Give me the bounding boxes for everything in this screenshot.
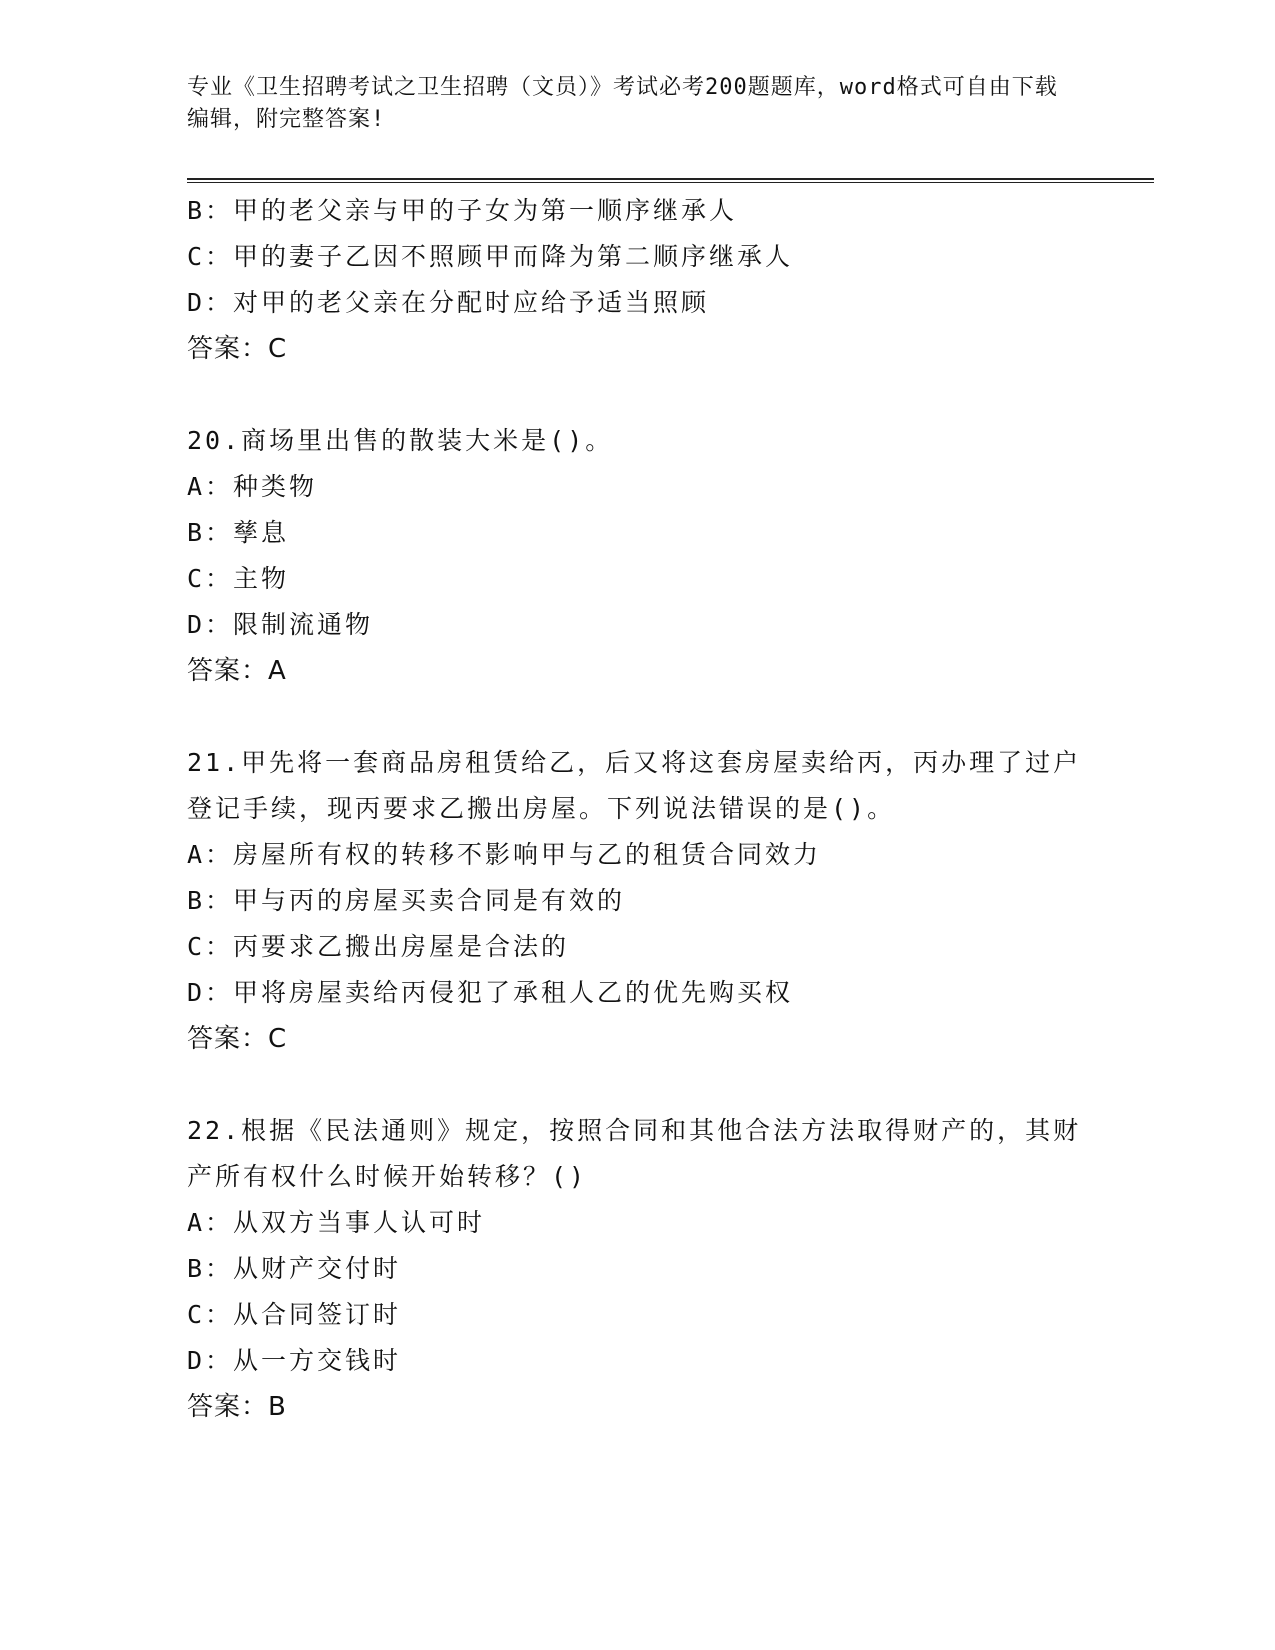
option-a: A：房屋所有权的转移不影响甲与乙的租赁合同效力 [187,840,822,869]
question-text: 21.甲先将一套商品房租赁给乙，后又将这套房屋卖给丙，丙办理了过户登记手续，现丙要求乙搬出房屋。下列说法错误的是()。 [187,748,1082,823]
question-21 [187,740,1087,1062]
option-a: A：种类物 [187,472,318,501]
option-b: B：孳息 [187,518,290,547]
question-20 [187,418,1087,694]
previous-question-block [187,188,1087,372]
option-d: D：甲将房屋卖给丙侵犯了承租人乙的优先购买权 [187,978,794,1007]
option-d: D：对甲的老父亲在分配时应给予适当照顾 [187,288,710,317]
question-content [187,188,1087,1430]
answer-line: 答案：B [187,1392,287,1422]
option-a: A：从双方当事人认可时 [187,1208,486,1237]
option-c: C：主物 [187,564,290,593]
option-d: D：限制流通物 [187,610,374,639]
option-b: B：甲与丙的房屋买卖合同是有效的 [187,886,626,915]
option-d: D：从一方交钱时 [187,1346,402,1375]
option-c: C：丙要求乙搬出房屋是合法的 [187,932,570,961]
answer-line: 答案：C [187,334,288,364]
option-b: B：从财产交付时 [187,1254,402,1283]
answer-line: 答案：A [187,656,287,686]
header-divider [187,178,1154,183]
spacer [187,372,1087,418]
option-c: C：从合同签订时 [187,1300,402,1329]
option-b: B：甲的老父亲与甲的子女为第一顺序继承人 [187,196,738,225]
spacer [187,694,1087,740]
question-text: 22.根据《民法通则》规定，按照合同和其他合法方法取得财产的，其财产所有权什么时候开始转移？() [187,1116,1082,1191]
question-text: 20.商场里出售的散装大米是()。 [187,426,614,455]
page-header: 专业《卫生招聘考试之卫生招聘（文员）》考试必考200题题库，word格式可自由下载编辑，附完整答案! [187,75,1058,132]
option-c: C：甲的妻子乙因不照顾甲而降为第二顺序继承人 [187,242,794,271]
question-22 [187,1108,1087,1430]
answer-line: 答案：C [187,1024,288,1054]
spacer [187,1062,1087,1108]
